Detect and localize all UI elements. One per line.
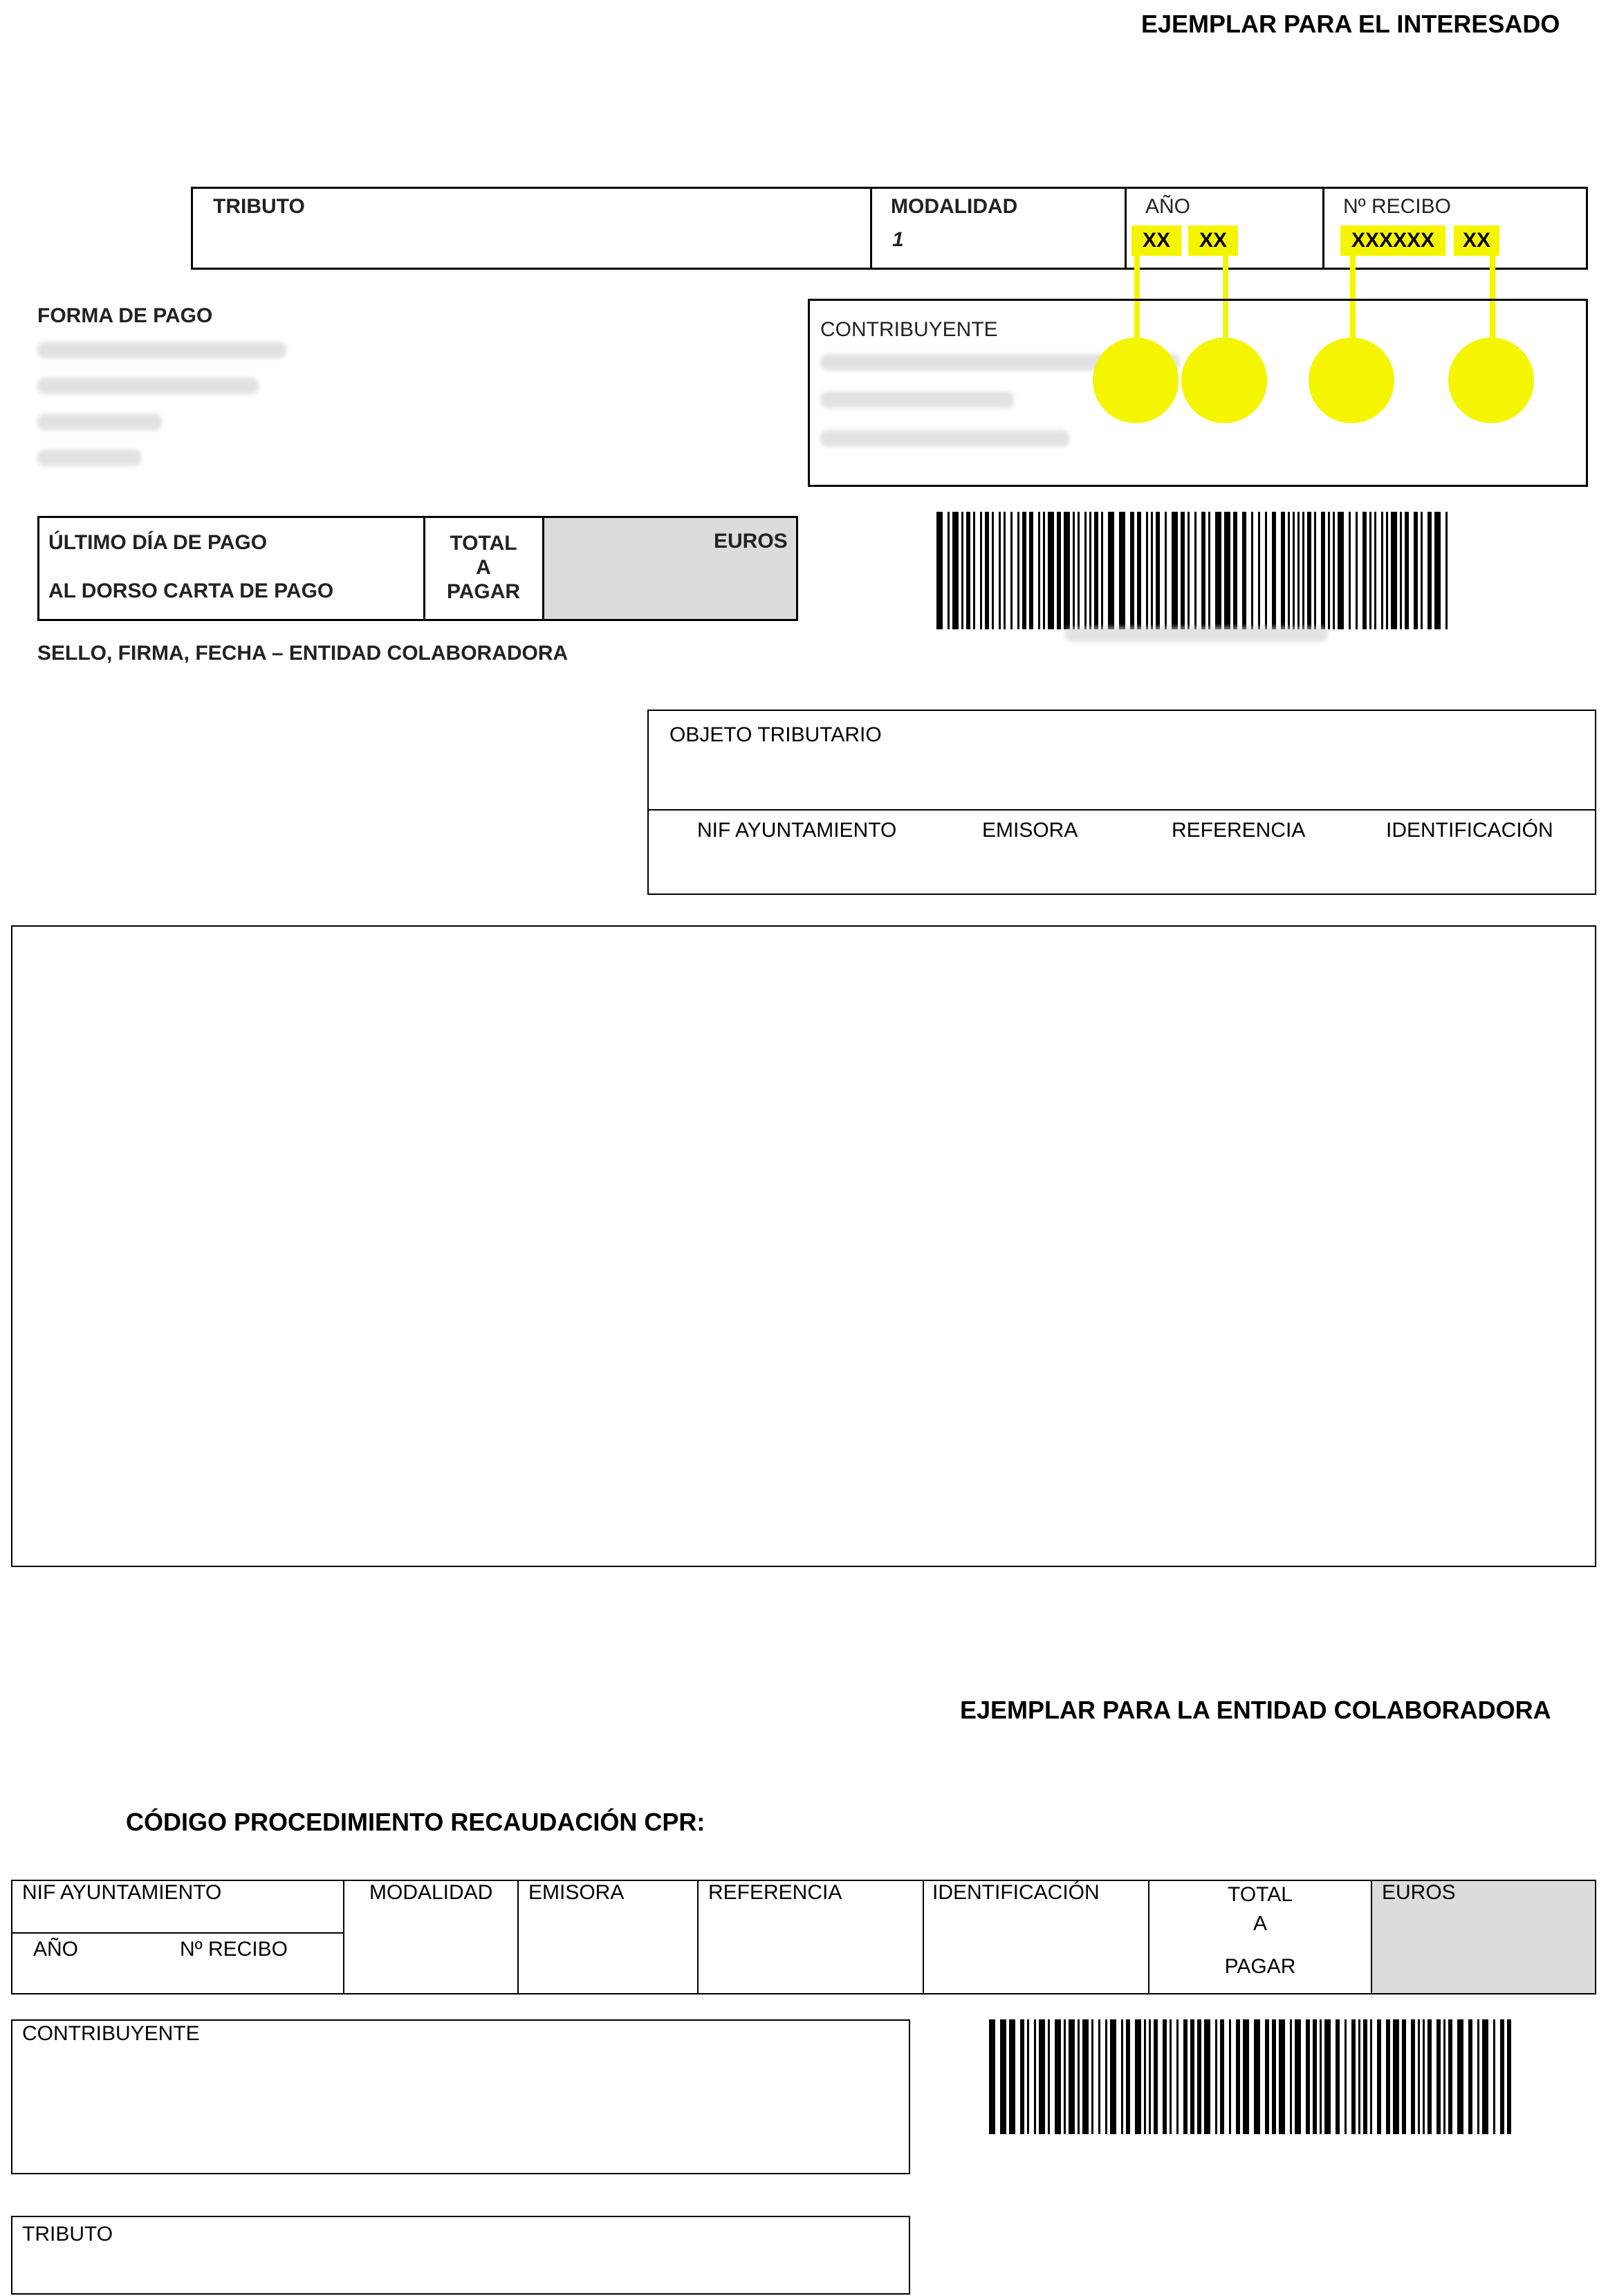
sello-label: SELLO, FIRMA, FECHA – ENTIDAD COLABORADORA xyxy=(37,642,569,665)
barcode-number-redacted xyxy=(1065,627,1328,642)
contribuyente-label: CONTRIBUYENTE xyxy=(820,318,998,341)
table-emisora-label: EMISORA xyxy=(528,1881,625,1904)
table-modalidad-label: MODALIDAD xyxy=(369,1881,493,1904)
table-identificacion-label: IDENTIFICACIÓN xyxy=(932,1881,1100,1904)
callout-4 xyxy=(1448,337,1534,423)
contribuyente-city-redacted xyxy=(820,430,1069,447)
tributo-label-2: TRIBUTO xyxy=(22,2223,113,2246)
objeto-tributario-label: OBJETO TRIBUTARIO xyxy=(669,723,882,746)
bank-3-redacted xyxy=(37,414,162,430)
ultimo-dia-label: ÚLTIMO DÍA DE PAGO xyxy=(48,531,268,554)
objeto-col-referencia: REFERENCIA xyxy=(1172,819,1306,842)
bank-1-redacted xyxy=(37,342,286,358)
table-euros-label: EUROS xyxy=(1382,1881,1456,1904)
callout-2 xyxy=(1181,337,1267,423)
modalidad-label: MODALIDAD xyxy=(891,195,1018,218)
bank-4-redacted xyxy=(37,450,141,466)
detail-area-box xyxy=(11,925,1596,1567)
barcode-2 xyxy=(989,2019,1516,2134)
bank-2-redacted xyxy=(37,378,259,394)
tributo-box-2 xyxy=(11,2216,910,2295)
copy2-title: EJEMPLAR PARA LA ENTIDAD COLABORADORA xyxy=(960,1696,1551,1724)
table-referencia-label: REFERENCIA xyxy=(708,1881,842,1904)
anio-label: AÑO xyxy=(1145,195,1191,218)
al-dorso-label: AL DORSO CARTA DE PAGO xyxy=(48,580,334,602)
copy1-title: EJEMPLAR PARA EL INTERESADO xyxy=(1141,10,1560,38)
modalidad-value: 1 xyxy=(892,228,904,251)
euros-label: EUROS xyxy=(714,530,788,553)
forma-pago-label: FORMA DE PAGO xyxy=(37,304,213,327)
objeto-col-identificacion: IDENTIFICACIÓN xyxy=(1386,819,1553,842)
marker-anio-2: XX xyxy=(1188,225,1238,256)
marker-recibo-control: XX xyxy=(1454,225,1499,256)
recibo-label: Nº RECIBO xyxy=(1343,195,1451,218)
table-recibo-label: Nº RECIBO xyxy=(180,1938,288,1961)
callout-1 xyxy=(1093,337,1179,423)
cpr-label: CÓDIGO PROCEDIMIENTO RECAUDACIÓN CPR: xyxy=(126,1808,705,1836)
objeto-col-emisora: EMISORA xyxy=(982,819,1078,842)
total-pagar-label: TOTAL A PAGAR xyxy=(446,532,521,603)
marker-anio-1: XX xyxy=(1131,225,1181,256)
objeto-col-nif: NIF AYUNTAMIENTO xyxy=(697,819,897,842)
table-anio-label: AÑO xyxy=(33,1938,79,1961)
contribuyente-address-redacted xyxy=(820,391,1014,408)
callout-3 xyxy=(1309,337,1394,423)
contribuyente-label-2: CONTRIBUYENTE xyxy=(22,2022,200,2045)
table-nif-label: NIF AYUNTAMIENTO xyxy=(22,1881,222,1904)
tributo-label: TRIBUTO xyxy=(213,195,305,218)
barcode xyxy=(936,512,1455,629)
marker-recibo: XXXXXX xyxy=(1340,225,1445,256)
table-total-label: TOTAL A PAGAR xyxy=(1224,1883,1296,1978)
